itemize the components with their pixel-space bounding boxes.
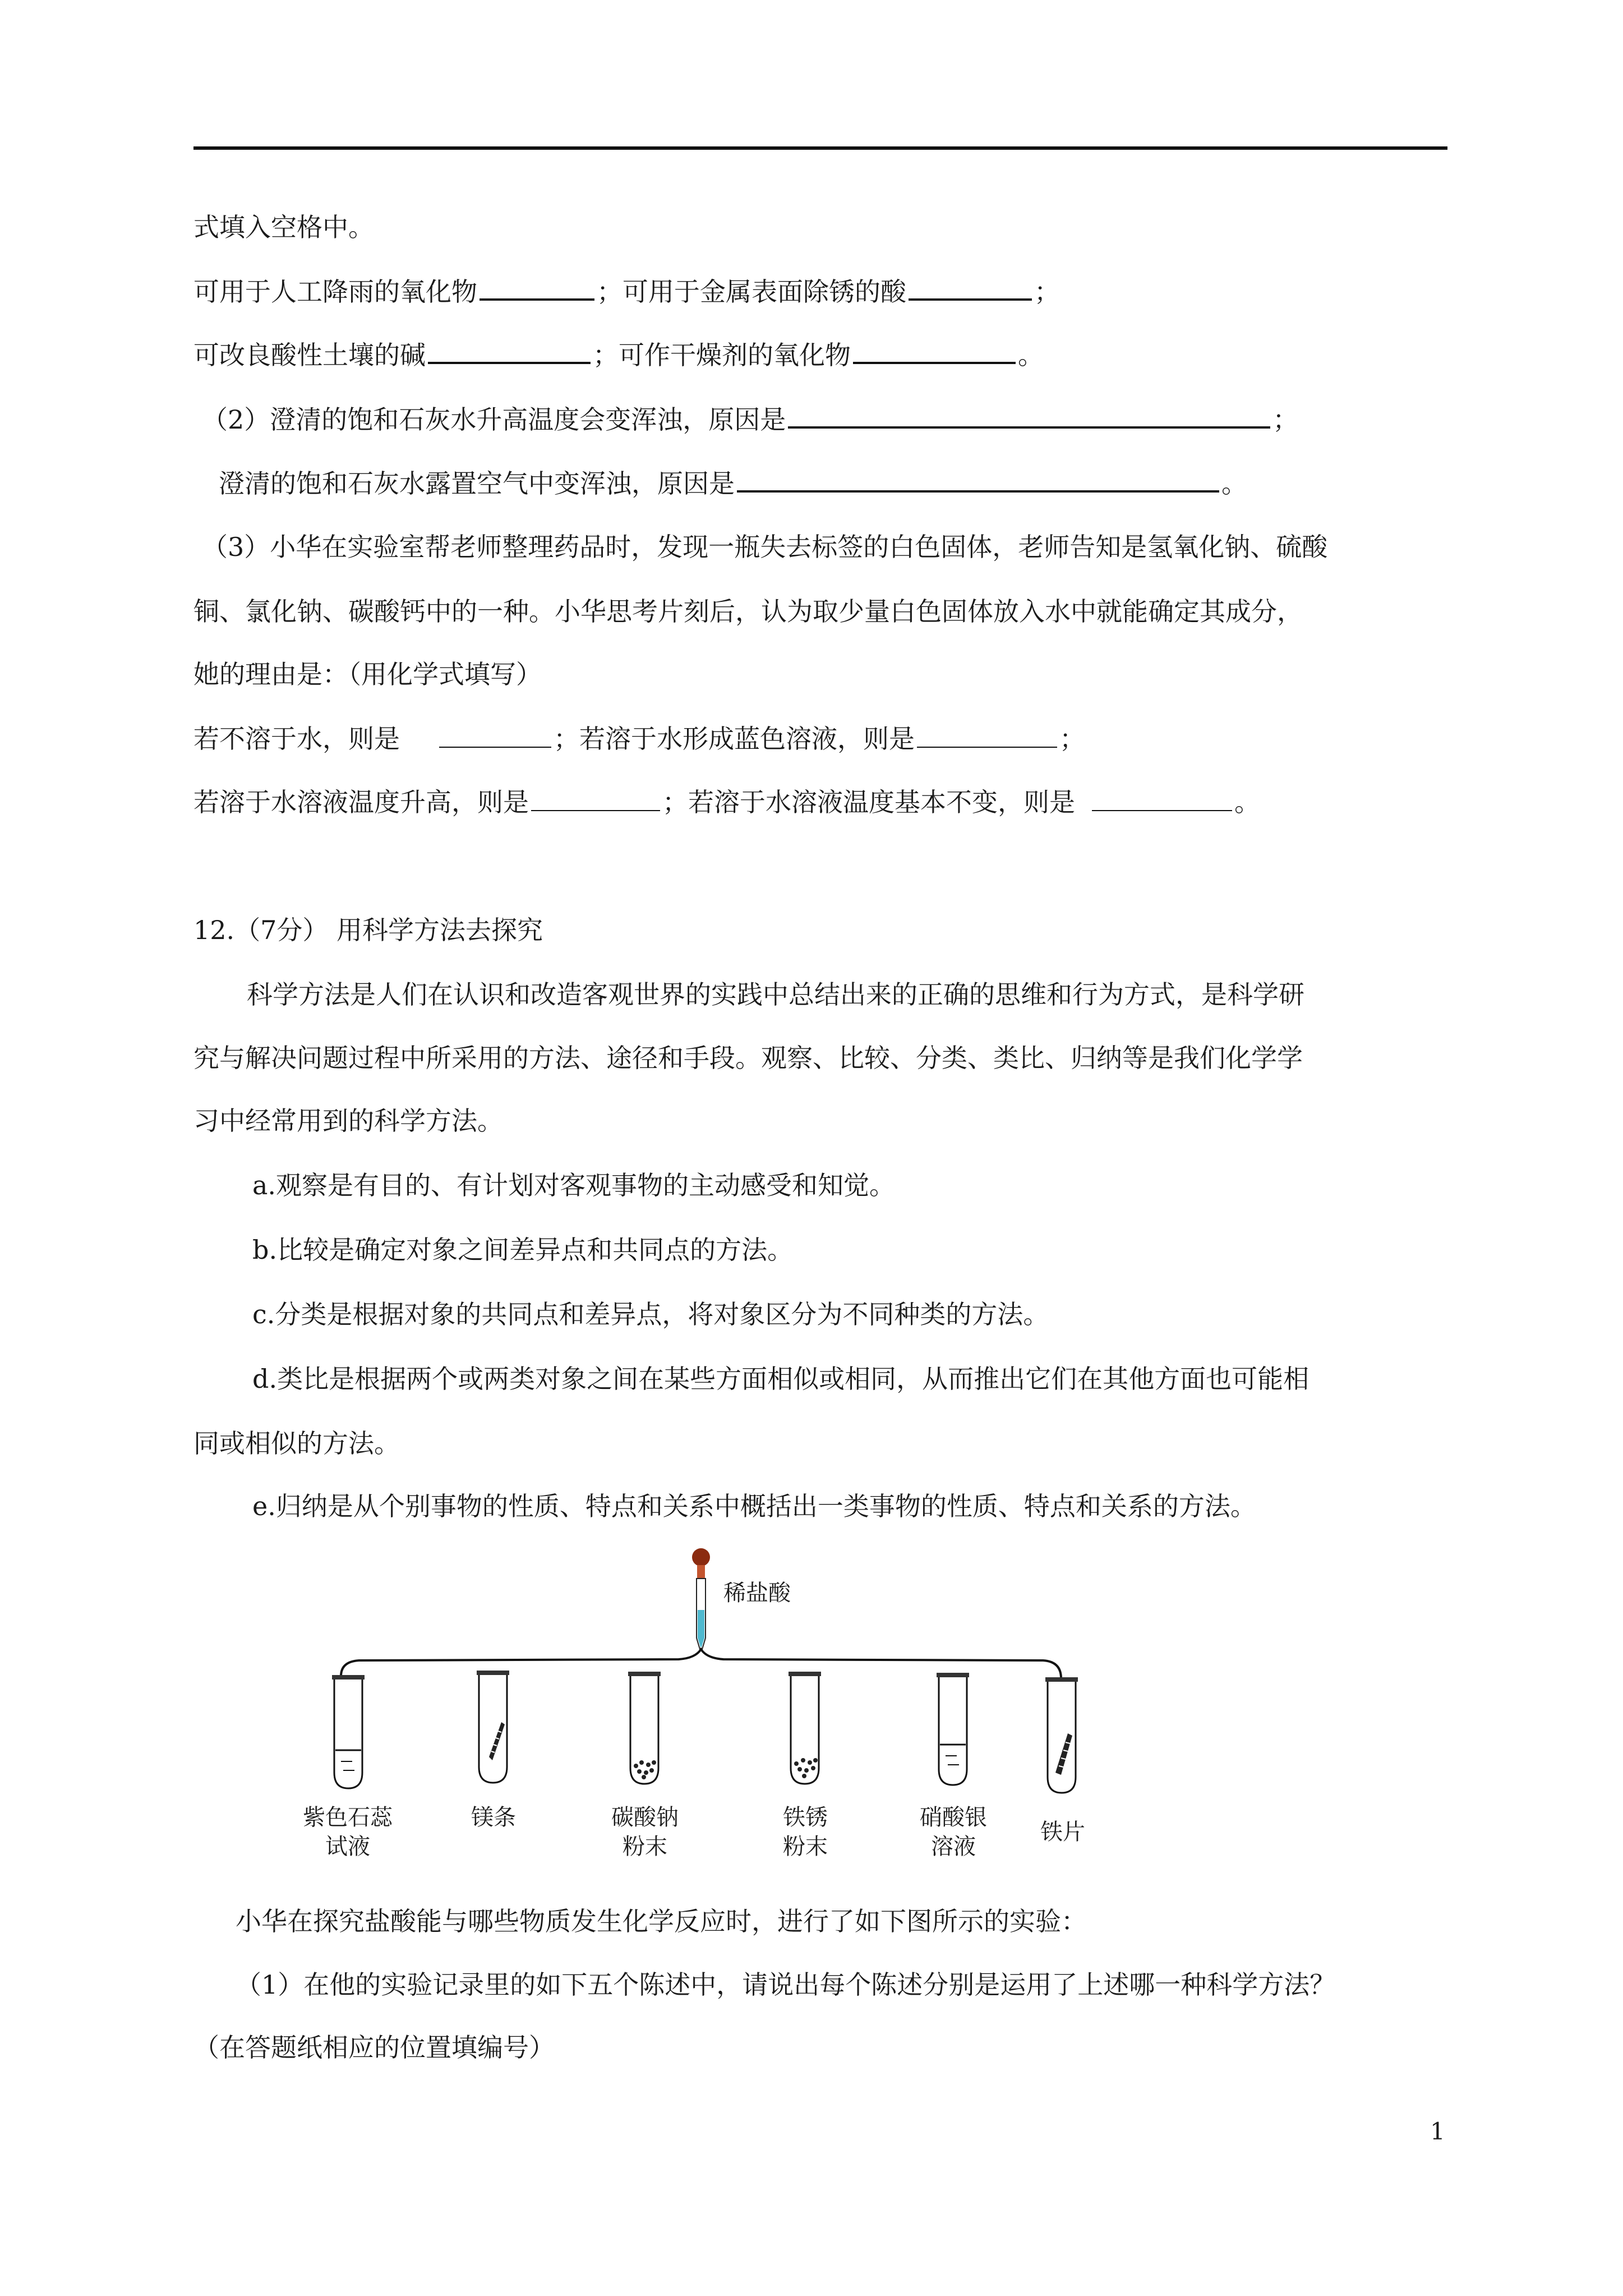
header-rule [193, 146, 1447, 150]
text-fragment: ；若溶于水形成蓝色溶液，则是 [554, 724, 915, 754]
test-tube-icon [1045, 1677, 1078, 1793]
page-number [1430, 2118, 1445, 2145]
experiment-figure [292, 1537, 1122, 1896]
text-line [193, 337, 1044, 372]
dropper-label-text: 稀盐酸 [723, 1580, 791, 1606]
tube-label-line: 粉末 [623, 1834, 667, 1860]
text-fragment: 。 [1221, 468, 1247, 499]
test-tube-icon [937, 1673, 969, 1785]
text-fragment: 究与解决问题过程中所采用的方法、途径和手段。观察、比较、分类、类比、归纳等是我们化学学 [193, 1043, 1303, 1073]
text-fragment: ； [1034, 277, 1060, 307]
text-fragment: 式填入空格中。 [193, 212, 374, 242]
text-fragment: 。 [1234, 787, 1260, 817]
page-number-text: 1 [1430, 2118, 1445, 2145]
text-line [193, 1104, 503, 1138]
question-heading [193, 913, 543, 947]
text-line [193, 1041, 1303, 1075]
text-fragment: 科学方法是人们在认识和改造客观世界的实践中总结出来的正确的思维和行为方式，是科学研 [247, 979, 1304, 1010]
text-line [252, 1168, 895, 1202]
tube-label-line: 紫色石蕊 [303, 1805, 393, 1830]
answer-blank[interactable] [531, 785, 660, 811]
tube-label [1026, 1818, 1099, 1847]
text-line [202, 530, 1327, 564]
text-fragment: 她的理由是：（用化学式填写） [193, 659, 542, 689]
tube-label [454, 1803, 533, 1832]
test-tube-icon [628, 1672, 661, 1784]
text-line [252, 1233, 793, 1267]
answer-blank[interactable] [788, 402, 1270, 429]
text-line [247, 978, 1304, 1011]
text-line [193, 595, 1303, 628]
text-fragment: 澄清的饱和石灰水露置空气中变浑浊，原因是 [219, 468, 735, 499]
text-line [219, 466, 1247, 500]
text-fragment: ； [1059, 724, 1085, 754]
answer-blank[interactable] [853, 337, 1016, 364]
text-fragment: 可改良酸性土壤的碱 [193, 340, 426, 370]
tube-label [303, 1803, 393, 1861]
text-fragment: 。 [1018, 340, 1044, 370]
test-tube-diagram [292, 1537, 1122, 1896]
text-fragment: （2）澄清的饱和石灰水升高温度会变浑浊，原因是 [202, 404, 786, 435]
dropper-neck [697, 1565, 705, 1579]
text-fragment: 小华在探究盐酸能与哪些物质发生化学反应时，进行了如下图所示的实验： [236, 1906, 1087, 1936]
test-tube-icon [477, 1671, 509, 1783]
answer-blank[interactable] [917, 722, 1057, 748]
text-line [193, 785, 1260, 819]
text-fragment: （3）小华在实验室帮老师整理药品时，发现一瓶失去标签的白色固体，老师告知是氢氧化钠、硫酸 [202, 532, 1328, 562]
text-fragment: ；可用于金属表面除锈的酸 [597, 277, 906, 307]
text-fragment: ；可作干燥剂的氧化物 [593, 340, 851, 370]
tube-label [606, 1803, 684, 1861]
text-fragment: 习中经常用到的科学方法。 [193, 1106, 503, 1136]
text-line [193, 2031, 555, 2064]
text-line [202, 402, 1298, 436]
answer-blank[interactable] [439, 722, 551, 748]
answer-blank[interactable] [479, 274, 594, 301]
test-tube-icon [789, 1672, 821, 1784]
answer-blank[interactable] [737, 466, 1219, 493]
tube-label [914, 1803, 993, 1861]
text-fragment: 同或相似的方法。 [193, 1428, 400, 1458]
dropper-icon [692, 1548, 710, 1649]
tube-label-line: 粉末 [783, 1834, 828, 1860]
answer-blank[interactable] [428, 337, 591, 364]
dropper-label [723, 1579, 791, 1608]
tube-label [766, 1803, 845, 1861]
text-fragment: 若溶于水溶液温度升高，则是 [193, 787, 529, 817]
text-line [193, 657, 542, 691]
text-fragment: ；若溶于水溶液温度基本不变，则是 [662, 787, 1075, 817]
text-line [193, 722, 1085, 756]
text-fragment: c.分类是根据对象的共同点和差异点，将对象区分为不同种类的方法。 [252, 1299, 1049, 1329]
text-fragment: 12.（7分） 用科学方法去探究 [193, 915, 543, 945]
text-fragment: a.观察是有目的、有计划对客观事物的主动感受和知觉。 [252, 1170, 896, 1200]
text-line [193, 210, 374, 244]
text-fragment: 若不溶于水，则是 [193, 724, 400, 754]
tube-label-line: 溶液 [931, 1834, 976, 1860]
tube-label-line: 碳酸钠 [611, 1805, 679, 1830]
text-fragment: 铜、氯化钠、碳酸钙中的一种。小华思考片刻后，认为取少量白色固体放入水中就能确定其成分， [193, 596, 1303, 627]
dropper-bulb [692, 1548, 710, 1566]
tube-label-line: 铁片 [1040, 1819, 1085, 1845]
text-fragment: ； [1272, 404, 1299, 435]
text-fragment: （1）在他的实验记录里的如下五个陈述中，请说出每个陈述分别是运用了上述哪一种科学方法？ [236, 1970, 1336, 2000]
tube-label-line: 镁条 [471, 1805, 516, 1830]
text-fragment: 可用于人工降雨的氧化物 [193, 277, 477, 307]
tube-label-line: 硝酸银 [920, 1805, 987, 1830]
text-line [193, 274, 1060, 309]
text-fragment: e.归纳是从个别事物的性质、特点和关系中概括出一类事物的性质、特点和关系的方法。 [252, 1491, 1256, 1521]
text-line [236, 1968, 1335, 2001]
text-line [252, 1489, 1256, 1523]
text-fragment: b.比较是确定对象之间差异点和共同点的方法。 [252, 1235, 794, 1265]
tube-label-line: 试液 [325, 1834, 370, 1860]
text-line [252, 1362, 1309, 1396]
test-tube-icon [332, 1675, 365, 1788]
text-line [193, 1427, 400, 1460]
text-line [236, 1904, 1087, 1938]
text-fragment: d.类比是根据两个或两类对象之间在某些方面相似或相同，从而推出它们在其他方面也可能相 [252, 1364, 1310, 1394]
text-line [252, 1297, 1049, 1331]
tube-label-line: 铁锈 [783, 1805, 828, 1830]
answer-blank[interactable] [1092, 785, 1232, 811]
answer-blank[interactable] [909, 274, 1032, 301]
text-fragment: （在答题纸相应的位置填编号） [193, 2032, 555, 2063]
